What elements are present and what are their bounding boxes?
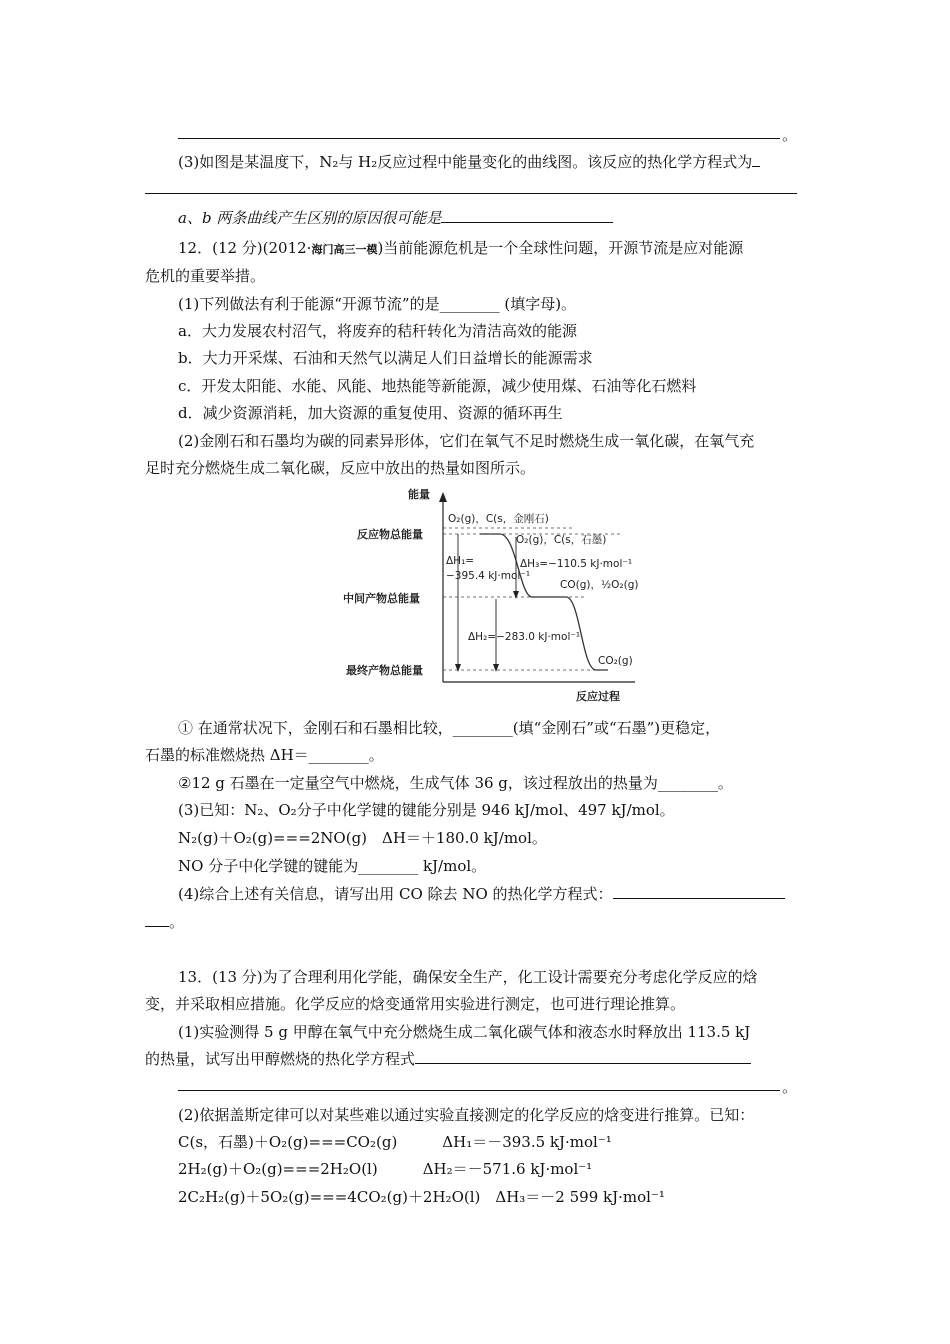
species-top: O₂(g)，C(s，金刚石) <box>448 513 549 525</box>
q12-circ1-a: ① 在通常状况下，金刚石和石墨相比较，________(填“金刚石”或“石墨”)更稳定， <box>178 719 721 737</box>
q12-intro-b: )当前能源危机是一个全球性问题，开源节流是应对能源 <box>377 239 744 257</box>
dh2-arrow-head <box>493 664 499 672</box>
energy-diagram <box>340 484 640 706</box>
q12-part4-b <box>145 912 184 932</box>
q12-option-c: c．开发太阳能、水能、风能、地热能等新能源，减少使用煤、石油等化石燃料 <box>178 377 697 395</box>
q12-intro-c: 危机的重要举措。 <box>145 267 266 285</box>
dh3-arrow-head <box>513 591 519 599</box>
q13-intro-b: 变，并采取相应措施。化学反应的焓变通常用实验进行测定，也可进行理论推算。 <box>145 995 686 1013</box>
q12-part2-a: (2)金刚石和石墨均为碳的同素异形体，它们在氧气不足时燃烧生成一氧化碳，在氧气充 <box>178 432 755 450</box>
q11-part3-reason <box>178 208 613 228</box>
answer-line[interactable] <box>145 193 797 194</box>
level-label-final: 最终产物总能量 <box>346 664 423 677</box>
answer-line[interactable] <box>178 138 780 139</box>
answer-blank[interactable] <box>145 912 169 927</box>
q13-eq1: C(s，石墨)＋O₂(g)===CO₂(g) ΔH₁＝－393.5 kJ·mol⁻¹ <box>178 1133 612 1151</box>
y-axis-arrow <box>439 492 447 502</box>
answer-blank[interactable] <box>441 208 613 223</box>
answer-line[interactable] <box>178 1090 780 1091</box>
q12-circ2: ②12 g 石墨在一定量空气中燃烧，生成气体 36 g，该过程放出的热量为________。 <box>178 774 733 792</box>
q12-option-b: b．大力开采煤、石油和天然气以满足人们日益增长的能源需求 <box>178 349 593 367</box>
dh1-value: −395.4 kJ·mol⁻¹ <box>446 570 531 582</box>
dh1-label: ΔH₁= <box>446 555 475 567</box>
q12-part3-b: N₂(g)＋O₂(g)===2NO(g) ΔH＝＋180.0 kJ/mol。 <box>178 829 547 847</box>
q12-part4-period: 。 <box>169 913 185 931</box>
dh3-label: ΔH₃=−110.5 kJ·mol⁻¹ <box>520 558 633 570</box>
y-axis-title: 能量 <box>408 488 430 501</box>
q11-part3-text <box>178 152 760 172</box>
q13-eq3: 2C₂H₂(g)＋5O₂(g)===4CO₂(g)＋2H₂O(l) ΔH₃＝－2 599 kJ·mol⁻¹ <box>178 1188 665 1206</box>
q11-reason-text: a、b 两条曲线产生区别的原因很可能是 <box>178 209 442 227</box>
q12-option-a: a．大力发展农村沼气，将废弃的秸秆转化为清洁高效的能源 <box>178 322 577 340</box>
answer-blank[interactable] <box>613 884 785 899</box>
q12-source: 海门高三一模 <box>311 243 378 256</box>
q13-part1-prompt: 的热量，试写出甲醇燃烧的热化学方程式 <box>145 1050 416 1068</box>
energy-curve <box>480 534 608 670</box>
q12-part3-a: (3)已知：N₂、O₂分子中化学键的键能分别是 946 kJ/mol、497 kJ/mol。 <box>178 801 675 819</box>
level-label-reactants: 反应物总能量 <box>357 528 423 541</box>
q11-part3-prompt: (3)如图是某温度下，N₂与 H₂反应过程中能量变化的曲线图。该反应的热化学方程式为 <box>178 153 753 171</box>
q13-eq2: 2H₂(g)＋O₂(g)===2H₂O(l) ΔH₂＝－571.6 kJ·mol⁻¹ <box>178 1160 593 1178</box>
answer-blank[interactable] <box>752 152 760 167</box>
q13-part1-period: 。 <box>782 1078 798 1096</box>
species-co: CO(g)，½O₂(g) <box>560 579 639 591</box>
period: 。 <box>782 126 798 144</box>
answer-blank[interactable] <box>415 1049 751 1064</box>
q12-part1: (1)下列做法有利于能源“开源节流”的是________ (填字母)。 <box>178 295 577 313</box>
species-graphite: O₂(g)，C(s，石墨) <box>516 534 607 546</box>
q13-part1-b <box>145 1049 751 1069</box>
dh1-arrow-head <box>455 664 461 672</box>
species-co2: CO₂(g) <box>598 655 633 667</box>
q12-option-d: d．减少资源消耗，加大资源的重复使用、资源的循环再生 <box>178 404 563 422</box>
q12-part4-prompt: (4)综合上述有关信息，请写出用 CO 除去 NO 的热化学方程式： <box>178 885 613 903</box>
q12-part4-a <box>178 884 785 904</box>
q13-part1-a: (1)实验测得 5 g 甲醇在氧气中充分燃烧生成二氧化碳气体和液态水时释放出 113.5 kJ <box>178 1023 751 1041</box>
x-axis-title: 反应过程 <box>576 690 620 703</box>
q12-circ1-b: 石墨的标准燃烧热 ΔH＝________。 <box>145 746 384 764</box>
q12-part2-b: 足时充分燃烧生成二氧化碳，反应中放出的热量如图所示。 <box>145 459 536 477</box>
q13-part2: (2)依据盖斯定律可以对某些难以通过实验直接测定的化学反应的焓变进行推算。已知： <box>178 1106 755 1124</box>
q12-intro-a: 12．(12 分)(2012· <box>178 239 312 257</box>
q12-intro <box>178 238 743 260</box>
q13-intro-a: 13．(13 分)为了合理利用化学能，确保安全生产，化工设计需要充分考虑化学反应的焓 <box>178 968 758 986</box>
level-label-intermediate: 中间产物总能量 <box>343 592 420 605</box>
q12-part3-c: NO 分子中化学键的键能为________ kJ/mol。 <box>178 857 487 875</box>
dh2-label: ΔH₂=−283.0 kJ·mol⁻¹ <box>468 631 581 643</box>
